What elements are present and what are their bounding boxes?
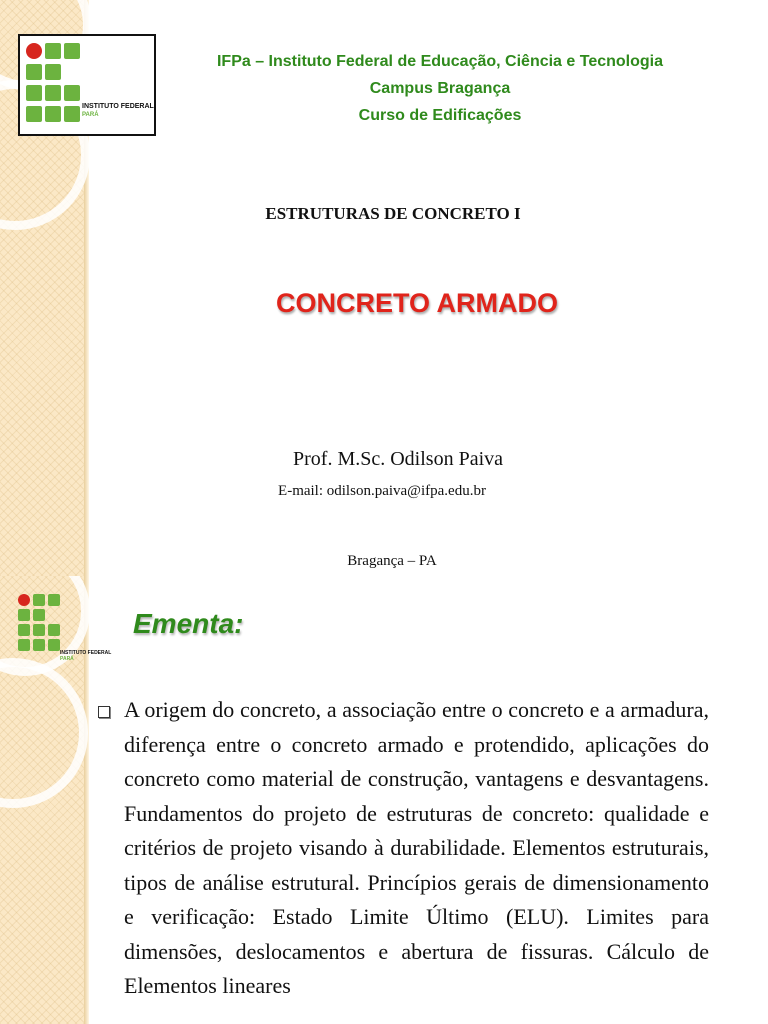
logo-square: [48, 624, 60, 636]
logo-line2: PARÁ: [82, 112, 99, 118]
slide-ementa: [0, 576, 768, 1024]
logo-line1: INSTITUTO FEDERAL: [82, 103, 154, 110]
campus-name: Campus Bragança: [369, 80, 511, 97]
logo-square: [45, 43, 61, 59]
logo-square: [18, 639, 30, 651]
ementa-heading: Ementa:: [133, 608, 244, 639]
logo-wordmark: [60, 650, 111, 662]
logo-wordmark: [82, 103, 154, 119]
logo-line2: PARÁ: [60, 656, 74, 662]
logo-square: [45, 64, 61, 80]
logo-square: [45, 106, 61, 122]
logo-line1: INSTITUTO FEDERAL: [60, 650, 112, 656]
logo-square: [26, 85, 42, 101]
logo-red-dot: [26, 43, 42, 59]
logo-square: [45, 85, 61, 101]
subject-title: ESTRUTURAS DE CONCRETO I: [265, 204, 521, 223]
institution-header: [150, 48, 730, 129]
logo-square: [64, 85, 80, 101]
slide-main-title: CONCRETO ARMADO: [276, 288, 558, 318]
location-text: Bragança – PA: [347, 553, 437, 569]
logo-square: [26, 106, 42, 122]
logo-square: [48, 639, 60, 651]
logo-square: [18, 609, 30, 621]
logo-red-dot: [18, 594, 30, 606]
professor-name: Prof. M.Sc. Odilson Paiva: [293, 448, 503, 470]
logo-square: [64, 43, 80, 59]
logo-square: [33, 609, 45, 621]
ifpa-logo: [18, 34, 156, 136]
ifpa-logo-small: [16, 592, 116, 662]
institution-name: IFPa – Instituto Federal de Educação, Ciência e Tecnologia: [216, 53, 664, 70]
logo-square: [26, 64, 42, 80]
logo-square: [18, 624, 30, 636]
logo-square: [64, 106, 80, 122]
logo-square: [33, 624, 45, 636]
ementa-body-text: A origem do concreto, a associação entre o concreto e a armadura, diferença entre o concreto armado e protendido, aplicações do concreto como material de construção, vantagens e desvantagens. Fundamentos do projeto de estruturas de concreto: qualidade e critérios de projeto visando à durabilidade. Elementos estruturais, tipos de análise estrutural. Princípios gerais de dimensionamento e verificação: Estado Limite Último (ELU). Limites para dimensões, deslocamentos e abertura de fissuras. Cálculo de Elementos lineares: [124, 697, 709, 998]
logo-square: [33, 639, 45, 651]
logo-square: [48, 594, 60, 606]
course-name: Curso de Edificações: [358, 107, 522, 124]
square-bullet-icon: [98, 706, 110, 718]
logo-square: [33, 594, 45, 606]
professor-email: E-mail: odilson.paiva@ifpa.edu.br: [278, 483, 486, 499]
logo-grid-icon: [26, 43, 80, 127]
